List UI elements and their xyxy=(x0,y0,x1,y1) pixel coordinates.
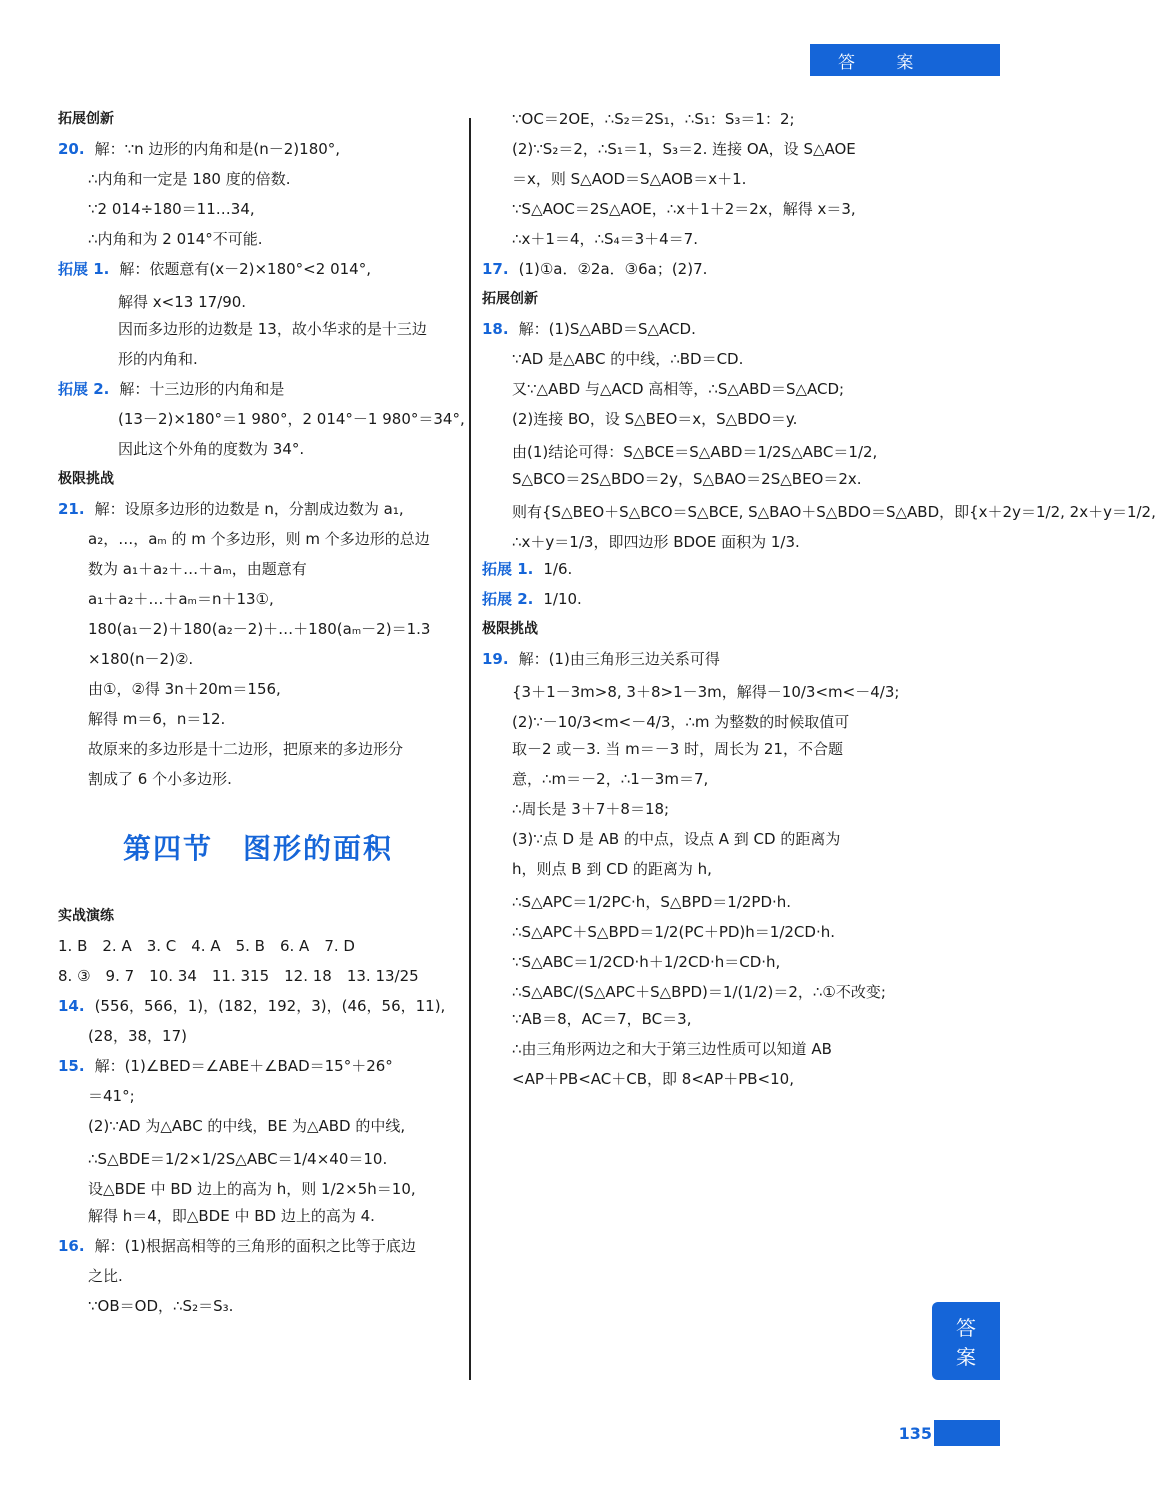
answer-text: ∵AD 是△ABC 的中线，∴BD＝CD. xyxy=(512,350,744,368)
answer-line xyxy=(482,620,902,639)
answer-line xyxy=(58,590,458,609)
answer-line xyxy=(58,710,458,729)
answer-line xyxy=(482,950,902,974)
answer-text: 拓展创新 xyxy=(482,291,538,307)
right-column xyxy=(482,110,1156,1100)
answer-text: ×180(n－2)②. xyxy=(88,650,194,668)
answer-line xyxy=(58,500,458,519)
answer-text: (1)①a．②2a．③6a；(2)7. xyxy=(518,260,708,278)
answer-line xyxy=(482,860,902,879)
answer-line xyxy=(58,470,458,489)
answer-line xyxy=(58,1297,458,1316)
side-tab-char-2: 案 xyxy=(956,1345,976,1369)
answer-line xyxy=(482,1070,902,1089)
answer-text: ∴S△BDE＝1/2×1/2S△ABC＝1/4×40＝10. xyxy=(88,1150,388,1168)
answer-line xyxy=(482,800,902,819)
side-tab-char-1: 答 xyxy=(956,1316,976,1340)
answer-text: ∵OC＝2OE，∴S₂＝2S₁，∴S₁：S₃＝1：2; xyxy=(512,110,795,128)
answer-line xyxy=(58,997,458,1016)
answer-line xyxy=(482,1040,902,1059)
answer-text: 1/6. xyxy=(543,560,573,578)
question-number: 16. xyxy=(58,1237,85,1255)
answer-line xyxy=(58,1177,458,1201)
answer-text: 解得 x<13 17/90. xyxy=(118,293,247,311)
answer-text: 形的内角和. xyxy=(118,350,198,368)
answer-text: 解：依题意有(x－2)×180°<2 014°, xyxy=(119,260,371,278)
answer-line xyxy=(58,1267,458,1286)
answer-text: 意，∴m＝－2，∴1－3m＝7, xyxy=(512,770,709,788)
answer-text: 数为 a₁＋a₂＋…＋aₘ，由题意有 xyxy=(88,560,307,578)
answer-text: ∵AB＝8，AC＝7，BC＝3, xyxy=(512,1010,692,1028)
question-number: 21. xyxy=(58,500,85,518)
answer-text: S△BCO＝2S△BDO＝2y，S△BAO＝2S△BEO＝2x. xyxy=(512,470,862,488)
answer-line xyxy=(482,440,902,464)
answer-text: ∴x＋y＝1/3，即四边形 BDOE 面积为 1/3. xyxy=(512,533,800,551)
answer-line xyxy=(482,110,902,129)
answer-line xyxy=(482,320,902,339)
answer-line xyxy=(58,967,458,986)
answer-line xyxy=(58,650,458,669)
answer-line xyxy=(482,380,902,399)
answer-line xyxy=(482,740,902,759)
answer-line xyxy=(58,620,458,639)
answer-line xyxy=(482,920,902,944)
question-number: 18. xyxy=(482,320,509,338)
answer-text: 因此这个外角的度数为 34°. xyxy=(118,440,305,458)
answer-line xyxy=(482,260,902,279)
answer-text: 极限挑战 xyxy=(58,471,114,487)
answer-line xyxy=(482,410,902,429)
answer-text: ＝41°; xyxy=(88,1087,135,1105)
answer-text: 解：(1)根据高相等的三角形的面积之比等于底边 xyxy=(94,1237,416,1255)
answer-text: 解：十三边形的内角和是 xyxy=(119,380,285,398)
answer-text: ∴由三角形两边之和大于第三边性质可以知道 AB xyxy=(512,1040,832,1058)
right-answer-lines xyxy=(482,110,1156,1089)
question-number: 拓展 2. xyxy=(482,590,534,608)
section-title: 第四节 图形的面积 xyxy=(122,832,393,865)
question-number: 拓展 1. xyxy=(482,560,534,578)
answer-text: (2)∵S₂＝2，∴S₁＝1，S₃＝2. 连接 OA，设 S△AOE xyxy=(512,140,856,158)
answer-line xyxy=(58,1057,458,1076)
answer-line xyxy=(58,530,458,549)
left-column xyxy=(58,110,465,1327)
answer-text: {3＋1－3m>8, 3＋8>1－3m，解得－10/3<m<－4/3; xyxy=(512,683,900,701)
answer-text: 割成了 6 个小多边形. xyxy=(88,770,232,788)
answer-text: 由①，②得 3n＋20m＝156, xyxy=(88,680,281,698)
answer-text: (2)连接 BO，设 S△BEO＝x，S△BDO＝y. xyxy=(512,410,798,428)
answer-text: 极限挑战 xyxy=(482,621,538,637)
answer-text: ∴S△APC＋S△BPD＝1/2(PC＋PD)h＝1/2CD·h. xyxy=(512,923,835,941)
answer-line xyxy=(482,890,902,914)
answer-text: 拓展创新 xyxy=(58,111,114,127)
question-number: 14. xyxy=(58,997,85,1015)
answer-text: (2)∵－10/3<m<－4/3，∴m 为整数的时候取值可 xyxy=(512,713,850,731)
answer-text: 又∵△ABD 与△ACD 高相等，∴S△ABD＝S△ACD; xyxy=(512,380,845,398)
answer-line xyxy=(58,410,465,429)
question-number: 拓展 2. xyxy=(58,380,110,398)
answer-line xyxy=(58,1147,458,1171)
answer-text: ∵S△ABC＝1/2CD·h＋1/2CD·h＝CD·h, xyxy=(512,953,781,971)
answer-line xyxy=(482,560,902,579)
answer-header-tab: 答 案 xyxy=(810,44,1000,76)
answer-text: 实战演练 xyxy=(58,908,114,924)
answer-text: 由(1)结论可得：S△BCE＝S△ABD＝1/2S△ABC＝1/2, xyxy=(512,443,878,461)
question-number: 17. xyxy=(482,260,509,278)
answer-line xyxy=(482,200,902,219)
answer-text: ∵2 014÷180＝11…34, xyxy=(88,200,255,218)
answer-text: 解：∵n 边形的内角和是(n－2)180°, xyxy=(94,140,341,158)
answer-text: 解：(1)∠BED＝∠ABE＋∠BAD＝15°＋26° xyxy=(94,1057,393,1075)
column-divider xyxy=(469,118,471,1380)
answer-text: 设△BDE 中 BD 边上的高为 h，则 1/2×5h＝10, xyxy=(88,1180,416,1198)
left-answer-lines-2 xyxy=(58,907,458,1316)
answer-line xyxy=(482,710,902,734)
answer-text: ＝x，则 S△AOD＝S△AOB＝x＋1. xyxy=(512,170,747,188)
answer-line xyxy=(58,1087,458,1106)
answer-text: a₂，…，aₘ 的 m 个多边形，则 m 个多边形的总边 xyxy=(88,530,430,548)
answer-line xyxy=(58,1237,458,1256)
answer-text: ∵S△AOC＝2S△AOE，∴x＋1＋2＝2x，解得 x＝3, xyxy=(512,200,856,218)
answer-line xyxy=(58,1027,458,1046)
answer-line xyxy=(58,907,458,926)
answer-text: (13－2)×180°＝1 980°，2 014°－1 980°＝34°, xyxy=(118,410,465,428)
answer-text: <AP＋PB<AC＋CB，即 8<AP＋PB<10, xyxy=(512,1070,794,1088)
answer-text: (2)∵AD 为△ABC 的中线，BE 为△ABD 的中线, xyxy=(88,1117,406,1135)
answer-line xyxy=(58,1207,458,1226)
answer-line xyxy=(58,680,458,699)
answer-text: 1. B 2. A 3. C 4. A 5. B 6. A 7. D xyxy=(58,937,355,955)
answer-line xyxy=(58,1117,458,1136)
answer-line xyxy=(482,500,1156,524)
answer-line xyxy=(482,230,902,249)
question-number: 15. xyxy=(58,1057,85,1075)
answer-line xyxy=(58,140,458,159)
answer-line xyxy=(58,560,458,579)
answer-line xyxy=(482,140,902,159)
answer-text: ∴S△ABC/(S△APC＋S△BPD)＝1/(1/2)＝2，∴①不改变; xyxy=(512,983,886,1001)
answer-line xyxy=(482,830,902,849)
question-number: 拓展 1. xyxy=(58,260,110,278)
answer-text: 取－2 或－3. 当 m＝－3 时，周长为 21，不合题 xyxy=(512,740,843,758)
left-answer-lines xyxy=(58,110,465,789)
answer-line xyxy=(58,350,458,369)
page-number: 135 xyxy=(898,1424,932,1443)
answer-line xyxy=(482,980,902,1004)
answer-line xyxy=(482,470,902,489)
answer-text: ∴周长是 3＋7＋8＝18; xyxy=(512,800,670,818)
page-number-bar xyxy=(934,1420,1000,1446)
answer-line xyxy=(482,350,902,369)
answer-text: ∴x＋1＝4，∴S₄＝3＋4＝7. xyxy=(512,230,698,248)
answer-text: (28，38，17) xyxy=(88,1027,187,1045)
answer-line xyxy=(482,1010,902,1029)
answer-line xyxy=(58,320,458,339)
question-number: 19. xyxy=(482,650,509,668)
answer-line xyxy=(58,110,458,129)
answer-line xyxy=(58,230,458,249)
answer-text: a₁＋a₂＋…＋aₘ＝n＋13①, xyxy=(88,590,274,608)
answer-text: 1/10. xyxy=(543,590,582,608)
answer-line xyxy=(58,380,458,399)
answer-text: 解：设原多边形的边数是 n，分割成边数为 a₁, xyxy=(94,500,404,518)
answer-side-tab xyxy=(932,1302,1000,1380)
answer-text: 则有{S△BEO＋S△BCO＝S△BCE, S△BAO＋S△BDO＝S△ABD，即{x＋2y＝1/2, 2x＋y＝1/2, xyxy=(512,503,1156,521)
question-number: 20. xyxy=(58,140,85,158)
answer-text: 解得 m＝6，n＝12. xyxy=(88,710,226,728)
answer-text: 之比. xyxy=(88,1267,123,1285)
answer-line xyxy=(482,770,902,789)
answer-text: 8. ③ 9. 7 10. 34 11. 315 12. 18 13. 13/25 xyxy=(58,967,419,985)
answer-text: 故原来的多边形是十二边形，把原来的多边形分 xyxy=(88,740,404,758)
answer-text: (556，566，1)，(182，192，3)，(46，56，11), xyxy=(94,997,446,1015)
answer-text: 解：(1)由三角形三边关系可得 xyxy=(518,650,720,668)
answer-line xyxy=(58,170,458,189)
answer-line xyxy=(58,937,458,956)
answer-text: ∴内角和为 2 014°不可能. xyxy=(88,230,263,248)
answer-text: 180(a₁－2)＋180(a₂－2)＋…＋180(aₘ－2)＝1.3 xyxy=(88,620,431,638)
answer-line xyxy=(482,680,902,704)
answer-line xyxy=(482,650,902,669)
answer-text: h，则点 B 到 CD 的距离为 h, xyxy=(512,860,712,878)
answer-line xyxy=(58,770,458,789)
answer-line xyxy=(482,170,902,189)
answer-line xyxy=(482,590,902,609)
answer-text: ∴S△APC＝1/2PC·h，S△BPD＝1/2PD·h. xyxy=(512,893,792,911)
answer-text: (3)∵点 D 是 AB 的中点，设点 A 到 CD 的距离为 xyxy=(512,830,841,848)
answer-line xyxy=(482,530,902,554)
answer-line xyxy=(58,200,458,219)
answer-line xyxy=(58,740,458,759)
answer-line xyxy=(58,440,458,459)
answer-text: 解：(1)S△ABD＝S△ACD. xyxy=(518,320,696,338)
answer-line xyxy=(482,290,902,309)
answer-line xyxy=(58,260,458,279)
answer-text: 因而多边形的边数是 13，故小华求的是十三边 xyxy=(118,320,427,338)
answer-text: ∴内角和一定是 180 度的倍数. xyxy=(88,170,291,188)
answer-text: ∵OB＝OD，∴S₂＝S₃. xyxy=(88,1297,234,1315)
answer-text: 解得 h＝4，即△BDE 中 BD 边上的高为 4. xyxy=(88,1207,375,1225)
answer-line xyxy=(58,290,458,314)
